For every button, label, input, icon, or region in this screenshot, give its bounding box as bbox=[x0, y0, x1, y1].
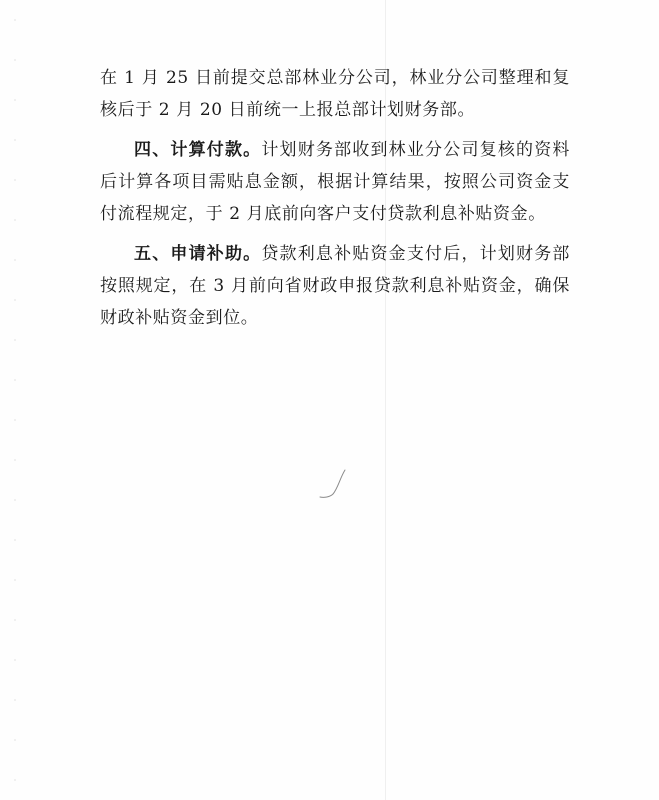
document-body bbox=[100, 62, 570, 342]
scan-edge-dots bbox=[14, 0, 16, 800]
paragraph-calculate-payment bbox=[100, 134, 570, 230]
pen-stroke-mark bbox=[318, 468, 348, 500]
paragraph-continuation bbox=[100, 62, 570, 126]
section-heading-five: 五、申请补助。 bbox=[134, 244, 262, 264]
paragraph-text: 在 1 月 25 日前提交总部林业分公司，林业分公司整理和复核后于 2 月 20 日前统一上报总部计划财务部。 bbox=[100, 68, 570, 120]
section-heading-four: 四、计算付款。 bbox=[134, 140, 262, 160]
paragraph-text: 计划财务部收到林业分公司复核的资料后计算各项目需贴息金额，根据计算结果，按照公司资金支付流程规定，于 2 月底前向客户支付贷款利息补贴资金。 bbox=[100, 140, 570, 224]
paragraph-text: 贷款利息补贴资金支付后，计划财务部按照规定，在 3 月前向省财政申报贷款利息补贴资金，确保财政补贴资金到位。 bbox=[100, 244, 570, 328]
paragraph-apply-subsidy bbox=[100, 238, 570, 334]
